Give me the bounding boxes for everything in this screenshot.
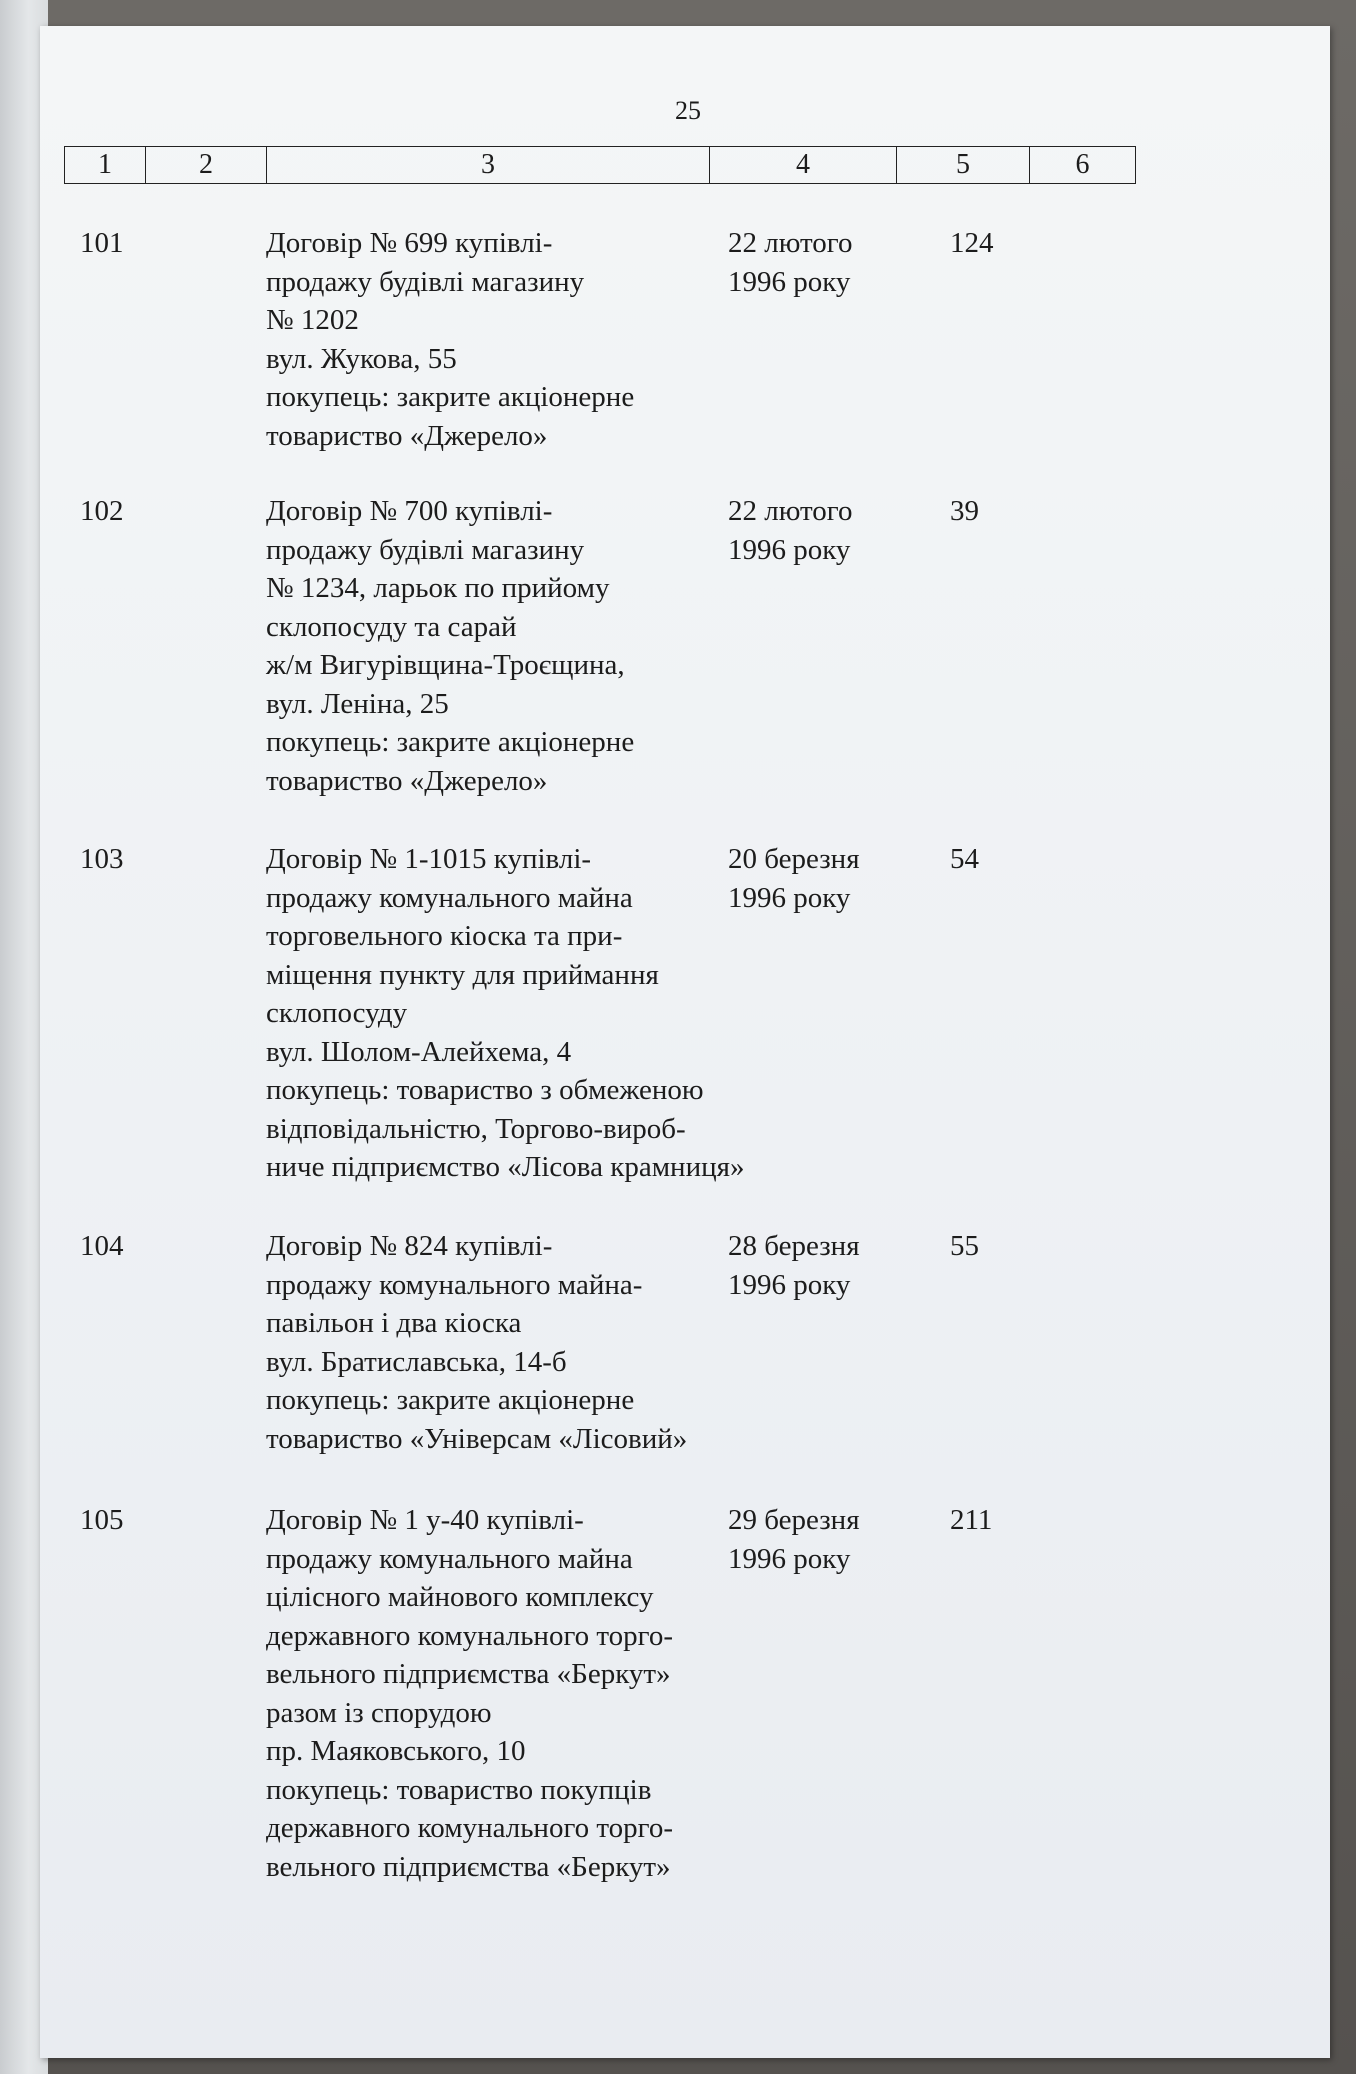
date-line: 1996 року xyxy=(728,533,851,566)
description-line: № 1202 xyxy=(266,304,359,336)
entry-pages: 55 xyxy=(950,1230,979,1262)
date-line: 20 березня xyxy=(728,843,860,875)
entry-date xyxy=(728,224,908,301)
entry-date xyxy=(728,1501,908,1578)
date-line: 29 березня xyxy=(728,1504,860,1536)
description-line: покупець: закрите акціонерне xyxy=(266,726,635,758)
document-page xyxy=(40,26,1330,2058)
entry-pages: 124 xyxy=(950,227,994,259)
description-line: Договір № 1 у-40 купівлі- xyxy=(266,1504,584,1536)
description-line: міщення пункту для приймання xyxy=(266,958,659,991)
column-header-row xyxy=(64,146,1136,184)
description-line: вельного підприємства «Беркут» xyxy=(266,1658,671,1690)
description-line: Договір № 824 купівлі- xyxy=(266,1230,553,1262)
description-line: вул. Братиславська, 14-б xyxy=(266,1345,567,1378)
description-line: разом із спорудою xyxy=(266,1696,492,1729)
description-line: ж/м Вигурівщина-Троєщина, xyxy=(266,649,625,681)
entry-description xyxy=(266,492,786,800)
description-line: торговельного кіоска та при- xyxy=(266,920,623,952)
description-line: вул. Жукова, 55 xyxy=(266,342,457,375)
description-line: продажу комунального майна- xyxy=(266,1268,643,1301)
column-header-6: 6 xyxy=(1075,149,1090,180)
description-line: Договір № 699 купівлі- xyxy=(266,227,553,259)
date-line: 1996 року xyxy=(728,1268,851,1301)
entry-description xyxy=(266,1227,786,1458)
date-line: 28 березня xyxy=(728,1230,860,1262)
column-header-1: 1 xyxy=(65,147,146,183)
entry-description xyxy=(266,224,786,455)
description-line: вул. Шолом-Алейхема, 4 xyxy=(266,1035,572,1068)
page-number: 25 xyxy=(675,96,701,125)
entry-number: 103 xyxy=(80,843,124,875)
column-header-3: 3 xyxy=(267,147,710,183)
description-line: Договір № 1-1015 купівлі- xyxy=(266,843,592,875)
description-line: цілісного майнового комплексу xyxy=(266,1581,654,1613)
description-line: склопосуду та сарай xyxy=(266,610,517,643)
description-line: склопосуду xyxy=(266,997,408,1029)
description-line: продажу комунального майна xyxy=(266,1542,633,1575)
description-line: вельного підприємства «Беркут» xyxy=(266,1850,671,1883)
description-line: покупець: закрите акціонерне xyxy=(266,381,635,413)
entry-date xyxy=(728,492,908,569)
entry-description xyxy=(266,840,786,1187)
description-line: продажу будівлі магазину xyxy=(266,533,585,566)
description-line: покупець: товариство з обмеженою xyxy=(266,1074,704,1106)
entry-number: 104 xyxy=(80,1230,124,1262)
column-header-4: 4 xyxy=(710,147,897,183)
entry-description xyxy=(266,1501,786,1886)
description-line: товариство «Універсам «Лісовий» xyxy=(266,1422,688,1455)
description-line: № 1234, ларьок по прийому xyxy=(266,572,610,604)
date-line: 22 лютого xyxy=(728,495,853,527)
entry-date xyxy=(728,1227,908,1304)
description-line: павільон і два кіоска xyxy=(266,1307,522,1339)
date-line: 1996 року xyxy=(728,881,851,914)
description-line: товариство «Джерело» xyxy=(266,419,548,452)
entry-pages: 211 xyxy=(950,1504,993,1536)
description-line: товариство «Джерело» xyxy=(266,764,548,797)
description-line: продажу будівлі магазину xyxy=(266,265,585,298)
entry-pages: 54 xyxy=(950,843,979,875)
entry-number: 101 xyxy=(80,227,124,259)
description-line: покупець: закрите акціонерне xyxy=(266,1384,635,1416)
column-header-2: 2 xyxy=(146,147,267,183)
entry-date xyxy=(728,840,908,917)
date-line: 1996 року xyxy=(728,1542,851,1575)
description-line: державного комунального торго- xyxy=(266,1812,673,1844)
description-line: відповідальністю, Торгово-вироб- xyxy=(266,1112,686,1145)
description-line: вул. Леніна, 25 xyxy=(266,687,449,720)
description-line: державного комунального торго- xyxy=(266,1619,673,1652)
entry-pages: 39 xyxy=(950,495,979,527)
description-line: Договір № 700 купівлі- xyxy=(266,495,553,527)
entry-number: 102 xyxy=(80,495,124,527)
date-line: 22 лютого xyxy=(728,227,853,259)
description-line: ниче підприємство «Лісова крамниця» xyxy=(266,1151,745,1183)
description-line: пр. Маяковського, 10 xyxy=(266,1735,526,1767)
date-line: 1996 року xyxy=(728,265,851,298)
entry-number: 105 xyxy=(80,1504,124,1536)
column-header-5: 5 xyxy=(897,147,1030,183)
description-line: продажу комунального майна xyxy=(266,881,633,914)
description-line: покупець: товариство покупців xyxy=(266,1773,652,1806)
